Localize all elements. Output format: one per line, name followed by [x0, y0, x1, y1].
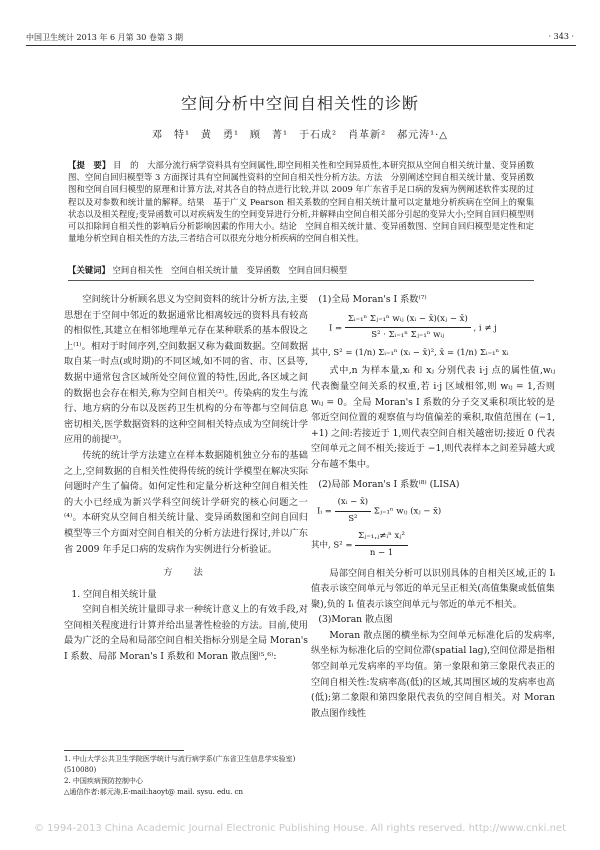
formula-3-numerator: Σⱼ₌₁,ⱼ≠ᵢⁿ xⱼ²: [355, 529, 408, 546]
keywords: [68, 264, 534, 276]
abstract: [68, 159, 534, 244]
author-list: 邓 特¹ 黄 勇¹ 顾 菁¹ 于石成² 肖革新² 郝元涛¹·△: [152, 130, 448, 141]
abstract-divider: [68, 280, 534, 281]
formula-local-moran: [317, 495, 555, 527]
formula-1-fraction: [345, 312, 471, 344]
footnote-1: 1. 中山大学公共卫生学院医学统计与流行病学系(广东省卫生信息学实验室) (510080): [64, 755, 296, 774]
footnotes: [64, 754, 324, 798]
formula-1-numerator: Σᵢ₌₁ⁿ Σⱼ₌₁ⁿ wᵢⱼ (xᵢ − x̄)(xⱼ − x̄): [345, 312, 471, 329]
copyright-footer: © 1994-2013 China Academic Journal Electronic Publishing House. All rights reserved. http://www.cnki.net: [34, 823, 566, 834]
page-number: · 343 ·: [548, 32, 574, 41]
formula-1-condition: , i ≠ j: [473, 323, 497, 334]
methods-paragraph-1: 空间自相关统计量即寻求一种统计意义上的有效手段,对空间相关程度进行计算并给出显著性检验的方法。目前,使用最为广泛的全局和局部空间自相关指标分别是全局 Moran's I 系数、局部 Moran's I 系数和 Moran 散点图⁽⁵,⁶⁾:: [64, 604, 308, 663]
keywords-text: 空间自相关性 空间自相关统计量 变异函数 空间自回归模型: [112, 265, 348, 275]
formula-local-variance: [311, 529, 555, 561]
formula-2-rhs: Σⱼ₌₁ⁿ wᵢⱼ (xⱼ − x̄): [373, 506, 442, 517]
subsection-heading-1: 1. 空间自相关统计量: [71, 588, 157, 600]
formula-2-denominator: S²: [348, 513, 358, 524]
formula-1-lhs: I =: [329, 323, 343, 334]
intro-paragraph-2: 传统的统计学方法建立在样本数据随机独立分布的基础之上,空间数据的自相关性使得传统的统计学模型在解决实际问题时产生了偏倚。如何定性和定量分析这种空间自相关性的大小已经成为新兴学科空间统计学研究的核心问题之一⁽⁴⁾。本研究从空间自相关统计量、变异函数图和空间自回归模型等三个方面对空间自相关的分析方法进行探讨,并以广东省 2009 年手足口病的发病作为实例进行分析验证。: [64, 449, 308, 555]
footnote-2: 2. 中国疾病预防控制中心: [64, 777, 143, 785]
local-moran-heading: (2)局部 Moran's I 系数⁽⁸⁾ (LISA): [318, 478, 460, 490]
moran-scatter-heading: (3)Moran 散点图: [318, 614, 393, 626]
moran-scatter-paragraph: Moran 散点图的横坐标为空间单元标准化后的发病率,纵坐标为标准化后的空间位滞(spatial lag),空间位滞是指相邻空间单元发病率的平均值。第一象限和第三象限代表正的空间自相关性:发病率高(低)的区域,其周围区域的发病率也高(低);第二象限和第四象限代表负的空间自相关。对 Moran 散点图作线性: [311, 629, 555, 719]
formula-1-denominator: S² · Σᵢ₌₁ⁿ Σⱼ₌₁ⁿ wᵢⱼ: [371, 330, 445, 341]
formula-2-fraction: [335, 495, 371, 527]
article-title: 空间分析中空间自相关性的诊断: [180, 94, 419, 113]
keywords-label: 【关键词】: [68, 265, 110, 275]
intro-paragraph-1: 空间统计分析顾名思义为空间资料的统计分析方法,主要思想在于空间中邻近的数据通常比相离较远的资料具有较高的相似性,其建立在相邻地理单元存在某种联系的基本假设之上⁽¹⁾。相对于时间序列,空间数据又称为截面数据。空间数据取自某一时点(或时期)的不同区域,如不同的省、市、区县等,数据中通常包含区域所处空间位置的特性,因此,各区域之间的数据也会存在相关,称为空间自相关⁽²⁾。传染病的发生与流行、地方病的分布以及医药卫生机构的分布等都与空间信息密切相关,医学数据资料的这种空间相关特点成为空间统计学应用的前提⁽³⁾。: [64, 294, 308, 446]
footnote-3: △通信作者:郝元涛,E-mail:haoyt@ mail. sysu. edu. cn: [64, 788, 243, 796]
formula-3-fraction: [355, 529, 408, 561]
formula-variance: 其中, S² = (1/n) Σᵢ₌₁ⁿ (xᵢ − x̄)², x̄ = (1/n) Σᵢ₌₁ⁿ xᵢ: [311, 347, 509, 358]
journal-header: 中国卫生统计 2013 年 6 月第 30 卷第 3 期: [26, 33, 184, 42]
formula-2-numerator: (xᵢ − x̄): [335, 495, 371, 512]
formula-2-lhs: Iᵢ =: [317, 506, 332, 517]
right-column: [311, 292, 555, 721]
global-moran-heading: (1)全局 Moran's I 系数⁽⁷⁾: [318, 294, 427, 305]
global-moran-paragraph: 式中,n 为样本量,xᵢ 和 xⱼ 分别代表 i·j 点的属性值,wᵢⱼ 代表衡量空间关系的权重,若 i·j 区域相邻,则 wᵢⱼ = 1,否则 wᵢⱼ = 0。全局 Moran's I 系数的分子交叉乘积项比较的是邻近空间位置的观察值与均值偏差的乘积,取值范围在 (−1, +1) 之间:若接近于 1,则代表空间自相关越密切;接近 0 代表空间单元之间不相关;接近于 −1,则代表样本之间差异越大或分布越不集中。: [311, 365, 555, 470]
header-divider: [26, 45, 576, 46]
formula-3-lhs: 其中, S² =: [311, 540, 353, 551]
local-moran-paragraph: 局部空间自相关分析可以识别具体的自相关区域,正的 Iᵢ 值表示该空间单元与邻近的单元呈正相关(高值集聚或低值集聚),负的 Iᵢ 值表示该空间单元与邻近的单元不相关。: [311, 567, 555, 610]
footnote-divider: [64, 750, 184, 751]
formula-global-moran: [329, 312, 555, 344]
formula-3-denominator: n − 1: [369, 547, 394, 558]
abstract-label: 【提 要】: [68, 160, 111, 170]
methods-heading: 方 法: [163, 567, 209, 579]
left-column: [64, 292, 308, 665]
abstract-text: 目 的 大部分流行病学资料具有空间属性,即空间相关性和空间异质性,本研究拟从空间自相关统计量、变异函数图、空间自回归模型等 3 方面探讨具有空间属性资料的空间自相关性分析方法。方法 分别阐述空间自相关统计量、变异函数图和空间自回归模型的原理和计算方法,对其各自的特点进行比较,并以 2009 年广东省手足口病的发病为例阐述软件实现的过程以及对参数和统计量的解释。结果 基于广义 Pearson 相关系数的空间自相关统计量可以定量地分析疾病在空间上的聚集状态以及相关程度;变异函数可以对疾病发生的空间变异进行分析,并解释由空间自相关部分引起的变异大小;空间自回归模型则可以扣除间自相关性的影响后分析影响因素的作用大小。结论 空间自相关统计量、变异函数图、空间自回归模型是定性和定量地分析空间自相关性的方法,三者结合可以很充分地分析疾病的空间自相关性。: [68, 160, 534, 244]
